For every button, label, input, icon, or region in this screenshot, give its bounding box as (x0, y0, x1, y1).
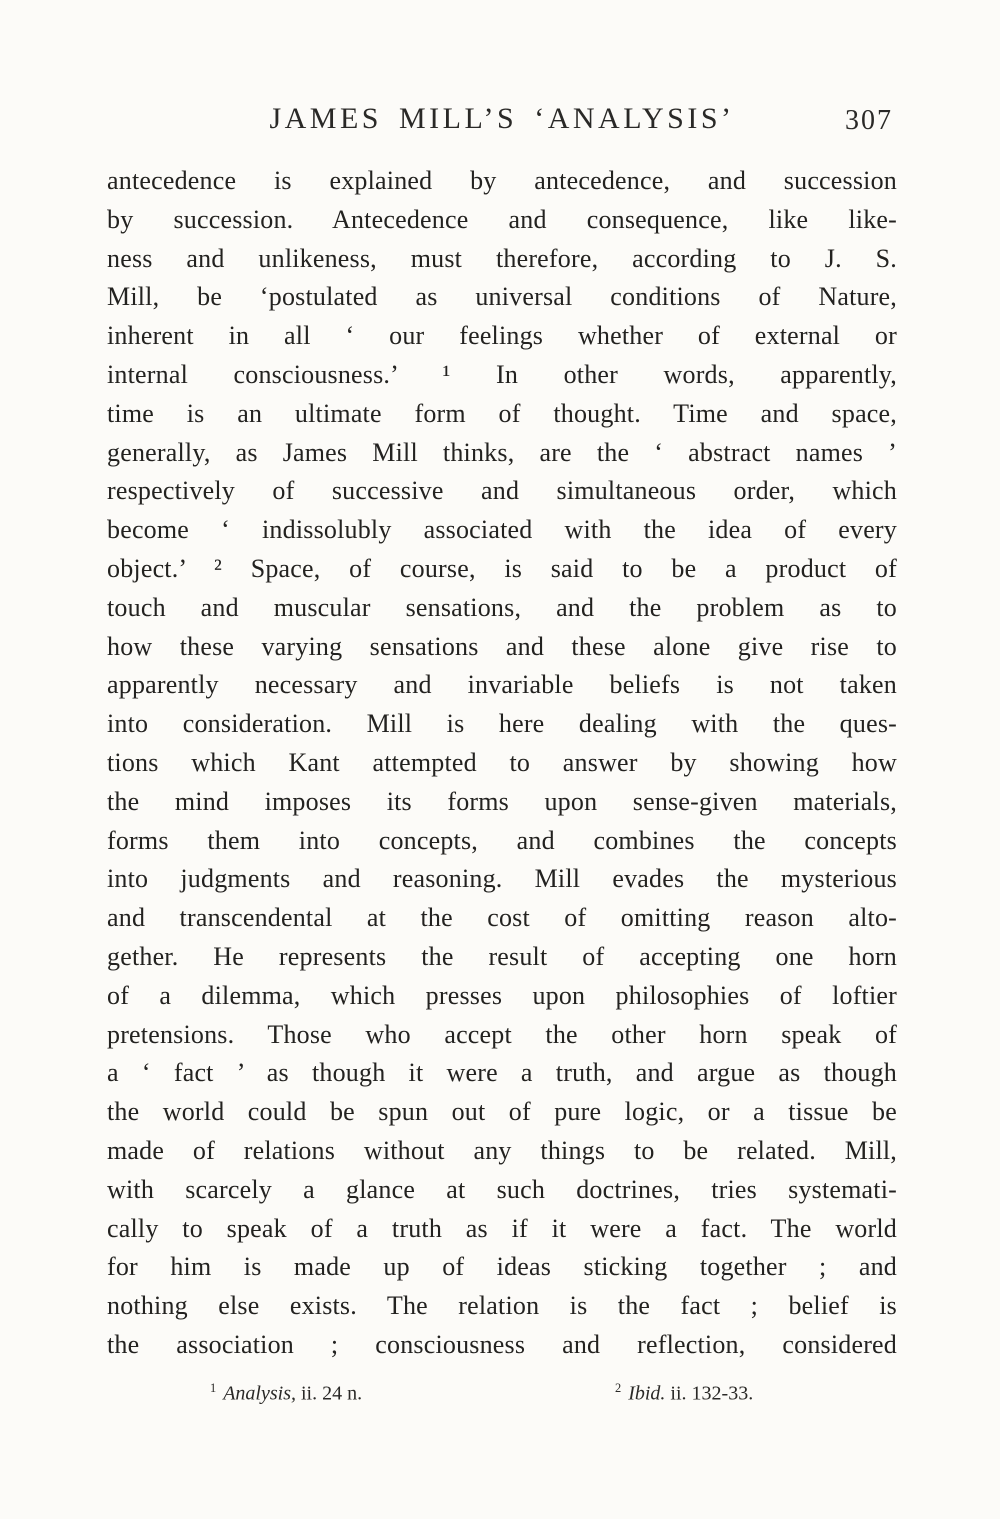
footnote-1 (210, 1381, 362, 1406)
text-line: antecedence is explained by antecedence, and succession (107, 166, 897, 195)
footnote-2-marker: 2 (615, 1381, 622, 1395)
text-line: respectively of successive and simultaneous order, which (107, 476, 897, 506)
footnote-1-reference: ii. 24 n. (300, 1382, 363, 1405)
footnote-2 (615, 1381, 753, 1406)
footnote-1-marker: 1 (210, 1381, 217, 1395)
text-line: into consideration. Mill is here dealing with the ques- (107, 709, 897, 739)
text-line: Mill, be ‘postulated as universal conditions of Nature, (107, 282, 897, 312)
text-line: into judgments and reasoning. Mill evades the mysterious (107, 864, 897, 894)
text-line: gether. He represents the result of accepting one horn (107, 941, 897, 971)
text-line: nothing else exists. The relation is the fact ; belief is (107, 1291, 897, 1321)
text-line: and transcendental at the cost of omitting reason alto- (107, 903, 897, 933)
text-line: apparently necessary and invariable beliefs is not taken (107, 670, 897, 700)
text-line: generally, as James Mill thinks, are the ‘ abstract names ’ (107, 437, 897, 467)
text-line: pretensions. Those who accept the other horn speak of (107, 1019, 897, 1049)
text-line: touch and muscular sensations, and the problem as to (107, 592, 897, 622)
body-text (107, 162, 897, 1365)
text-line: with scarcely a glance at such doctrines, tries systemati- (107, 1174, 897, 1204)
text-line: forms them into concepts, and combines the concepts (107, 825, 897, 855)
text-line: ness and unlikeness, must therefore, according to J. S. (107, 243, 897, 273)
text-line: become ‘ indissolubly associated with the idea of every (107, 515, 897, 545)
text-line: by succession. Antecedence and consequence, like like- (107, 204, 897, 234)
text-line: a ‘ fact ’ as though it were a truth, and argue as though (107, 1058, 897, 1088)
page-header (107, 102, 897, 142)
text-line: made of relations without any things to be related. Mill, (107, 1135, 897, 1165)
text-line: the world could be spun out of pure logic, or a tissue be (107, 1097, 897, 1127)
text-line: internal consciousness.’ ¹ In other words, apparently, (107, 359, 897, 389)
footnote-2-reference: ii. 132-33. (670, 1382, 754, 1405)
text-line: cally to speak of a truth as if it were a fact. The world (107, 1213, 897, 1243)
text-line: object.’ ² Space, of course, is said to be a product of (107, 553, 897, 583)
page-title: JAMES MILL’S ‘ANALYSIS’ (269, 102, 735, 135)
text-line: tions which Kant attempted to answer by showing how (107, 747, 897, 777)
text-line: the mind imposes its forms upon sense-given materials, (107, 786, 897, 816)
text-line: of a dilemma, which presses upon philosophies of loftier (107, 980, 897, 1010)
text-line: how these varying sensations and these alone give rise to (107, 631, 897, 661)
footnote-2-work-title: Ibid. (628, 1382, 666, 1405)
text-line: for him is made up of ideas sticking together ; and (107, 1252, 897, 1282)
footnotes (107, 1381, 897, 1415)
text-line: the association ; consciousness and reflection, considered (107, 1329, 897, 1359)
text-line: time is an ultimate form of thought. Time and space, (107, 398, 897, 428)
page-number: 307 (845, 105, 893, 136)
footnote-1-work-title: Analysis, (223, 1382, 296, 1405)
text-line: inherent in all ‘ our feelings whether of external or (107, 321, 897, 351)
